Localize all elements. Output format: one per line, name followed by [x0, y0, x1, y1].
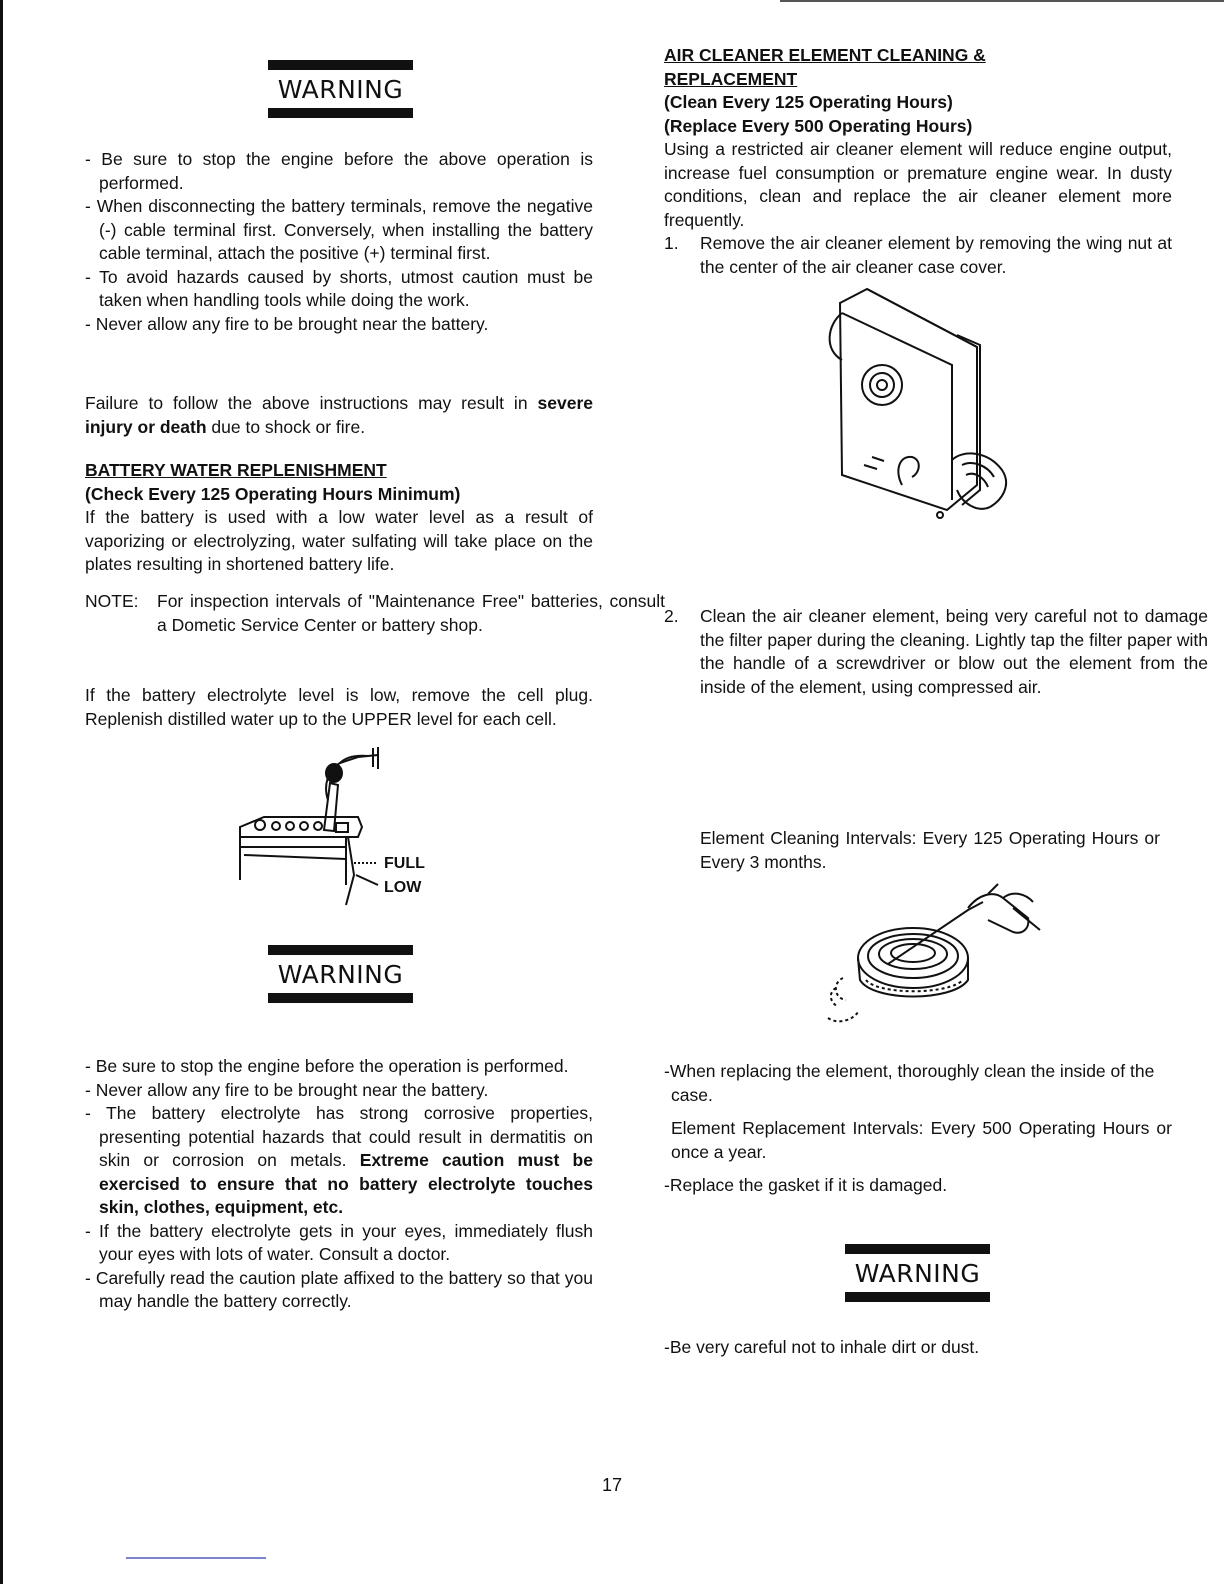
warning-bar-top: [268, 60, 413, 70]
failure-paragraph: [85, 392, 593, 439]
figure-full-label: FULL: [384, 855, 425, 872]
list-item: - Never allow any fire to be brought near the battery.: [85, 313, 489, 334]
warning-bar-bottom: [845, 1292, 990, 1302]
gasket-note: -Replace the gasket if it is damaged.: [664, 1175, 948, 1195]
page-left-edge: [0, 0, 3, 1584]
air-cleaner-heading-2: REPLACEMENT: [664, 68, 798, 89]
step-2-text: Clean the air cleaner element, being very careful not to damage the filter paper during the cleaning. Lightly tap the filter paper with the handle of a screwdriver or blow out the element from the inside of the element, using compressed air.: [700, 606, 1208, 697]
warning-bar-top: [845, 1244, 990, 1254]
list-item: - If the battery electrolyte gets in your eyes, immediately flush your eyes with lots of water. Consult a doctor.: [85, 1220, 593, 1264]
list-item: - To avoid hazards caused by shorts, utmost caution must be taken when handling tools while doing the work.: [85, 266, 593, 310]
air-cleaner-intro: Using a restricted air cleaner element will reduce engine output, increase fuel consumption or premature engine wear. In dusty conditions, clean and replace the air cleaner element more frequently.: [664, 139, 1172, 230]
failure-text-end: due to shock or fire.: [206, 416, 366, 437]
failure-text: Failure to follow the above instructions may result in: [85, 393, 538, 413]
step-1-text: Remove the air cleaner element by removing the wing nut at the center of the air cleaner case cover.: [700, 233, 1172, 277]
list-item: - When disconnecting the battery terminals, remove the negative (-) cable terminal first. Conversely, when installing the battery cable terminal, attach the positive (+) terminal first.: [85, 196, 593, 263]
battery-refill-figure: [228, 745, 448, 915]
air-cleaner-section: [664, 44, 1172, 279]
warning-bar-top: [268, 945, 413, 955]
list-item: - Never allow any fire to be brought near the battery.: [85, 1079, 489, 1100]
electrolyte-paragraph: If the battery electrolyte level is low, remove the cell plug. Replenish distilled water up to the UPPER level for each cell.: [85, 685, 593, 729]
note-text: For inspection intervals of "Maintenance Free" batteries, consult a Dometic Service Center or battery shop.: [157, 591, 665, 635]
failure-text-bold: severe injury or death: [85, 393, 593, 437]
warning-label: WARNING: [277, 960, 404, 989]
page-top-rule: [780, 0, 1224, 2]
warning-banner-1: [268, 60, 413, 118]
step-1: [664, 232, 1172, 279]
page-bottom-rule: [126, 1557, 266, 1559]
air-cleaner-heading-1: AIR CLEANER ELEMENT CLEANING &: [664, 45, 986, 65]
step-1-number: 1.: [664, 233, 679, 253]
list-item-text: - The battery electrolyte has strong corrosive properties, presenting potential hazards that could result in dermatitis on skin or corrosion on metals.: [85, 1103, 593, 1170]
cleaning-intervals: Element Cleaning Intervals: Every 125 Operating Hours or Every 3 months.: [700, 828, 1160, 872]
warning-label: WARNING: [277, 75, 404, 104]
step-2: [664, 605, 1208, 699]
air-cleaner-sub-clean: (Clean Every 125 Operating Hours): [664, 92, 953, 112]
note-label: NOTE:: [85, 591, 139, 611]
warning1-list: [85, 148, 593, 336]
warning-banner-2: [268, 945, 413, 1003]
air-cleaner-sub-replace: (Replace Every 500 Operating Hours): [664, 115, 973, 136]
figure-low-label: LOW: [384, 879, 422, 896]
air-cleaner-case-figure: [812, 285, 1017, 535]
replacing-note: -When replacing the element, thoroughly clean the inside of the case.: [664, 1061, 1155, 1105]
battery-paragraph: If the battery is used with a low water level as a result of vaporizing or electrolyzing, water sulfating will take place on the plates resulting in shortened battery life.: [85, 507, 593, 574]
battery-heading: BATTERY WATER REPLENISHMENT: [85, 460, 387, 480]
replacement-intervals: Element Replacement Intervals: Every 500 Operating Hours or once a year.: [671, 1118, 1172, 1162]
list-item: - Carefully read the caution plate affixed to the battery so that you may handle the battery correctly.: [85, 1267, 593, 1311]
list-item-bold: Extreme caution must be exercised to ensure that no battery electrolyte touches skin, clothes, equipment, etc.: [99, 1150, 593, 1217]
step-2-number: 2.: [664, 606, 679, 626]
note-block: [85, 590, 665, 637]
list-item: - Be sure to stop the engine before the above operation is performed.: [85, 149, 593, 193]
warning-label: WARNING: [854, 1259, 981, 1288]
list-item: - Be sure to stop the engine before the operation is performed.: [85, 1056, 569, 1076]
warning-bar-bottom: [268, 108, 413, 118]
battery-subheading: (Check Every 125 Operating Hours Minimum): [85, 483, 461, 504]
replacement-section: [664, 1060, 1172, 1198]
list-item: [85, 1102, 593, 1220]
warning2-list: [85, 1055, 593, 1314]
battery-section: [85, 459, 593, 577]
warning-banner-3: [845, 1244, 990, 1302]
dust-note: -Be very careful not to inhale dirt or dust.: [664, 1337, 980, 1357]
page-number: 17: [601, 1475, 623, 1495]
filter-cleaning-figure: [818, 880, 1043, 1030]
warning-bar-bottom: [268, 993, 413, 1003]
